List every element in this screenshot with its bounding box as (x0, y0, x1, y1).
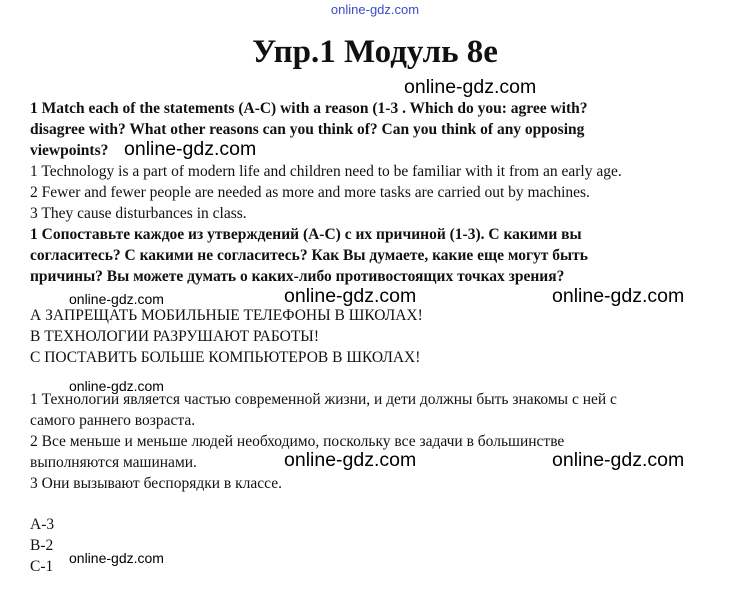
watermark: online-gdz.com (69, 291, 164, 307)
reason-en-1: 1 Technology is a part of modern life and children need to be familiar with it from an early age. (30, 163, 622, 180)
reason-en-2: 2 Fewer and fewer people are needed as more and more tasks are carried out by machines. (30, 184, 590, 201)
reason-ru-2-line-1: 2 Все меньше и меньше людей необходимо, поскольку все задачи в большинстве (30, 433, 565, 450)
instruction-ru-line-1: 1 Сопоставьте каждое из утверждений (А-С) с их причиной (1-3). С какими вы (30, 226, 582, 243)
instruction-en-line-1: 1 Match each of the statements (A-C) with a reason (1-3 . Which do you: agree with? (30, 100, 588, 117)
instruction-en-line-2: disagree with? What other reasons can you think of? Can you think of any opposing (30, 121, 585, 138)
site-header-link[interactable]: online-gdz.com (330, 2, 420, 17)
watermark: online-gdz.com (552, 449, 685, 471)
watermark: online-gdz.com (404, 76, 537, 98)
statement-ru-c: С ПОСТАВИТЬ БОЛЬШЕ КОМПЬЮТЕРОВ В ШКОЛАХ! (30, 349, 421, 366)
watermark: online-gdz.com (69, 550, 164, 566)
page-title: Упр.1 Модуль 8е (252, 34, 498, 70)
watermark: online-gdz.com (552, 285, 685, 307)
instruction-ru-line-2: согласитесь? С какими не согласитесь? Как Вы думаете, какие еще могут быть (30, 247, 588, 264)
reason-ru-1-line-2: самого раннего возраста. (30, 412, 196, 429)
instruction-en-line-3: viewpoints? (30, 142, 109, 159)
watermark: online-gdz.com (284, 449, 417, 471)
watermark: online-gdz.com (69, 378, 164, 394)
statement-ru-b: В ТЕХНОЛОГИИ РАЗРУШАЮТ РАБОТЫ! (30, 328, 319, 345)
reason-ru-2-line-2: выполняются машинами. (30, 454, 197, 471)
instruction-ru-line-3: причины? Вы можете думать о каких-либо противостоящих точках зрения? (30, 268, 565, 285)
answer-b: B-2 (30, 537, 54, 554)
answer-c: C-1 (30, 558, 54, 575)
reason-en-3: 3 They cause disturbances in class. (30, 205, 247, 222)
answer-a: A-3 (30, 516, 55, 533)
reason-ru-3: 3 Они вызывают беспорядки в классе. (30, 475, 282, 492)
watermark: online-gdz.com (284, 285, 417, 307)
statement-ru-a: А ЗАПРЕЩАТЬ МОБИЛЬНЫЕ ТЕЛЕФОНЫ В ШКОЛАХ! (30, 307, 423, 324)
watermark: online-gdz.com (124, 138, 257, 160)
reason-ru-1-line-1: 1 Технологии является частью современной жизни, и дети должны быть знакомы с ней с (30, 391, 617, 408)
